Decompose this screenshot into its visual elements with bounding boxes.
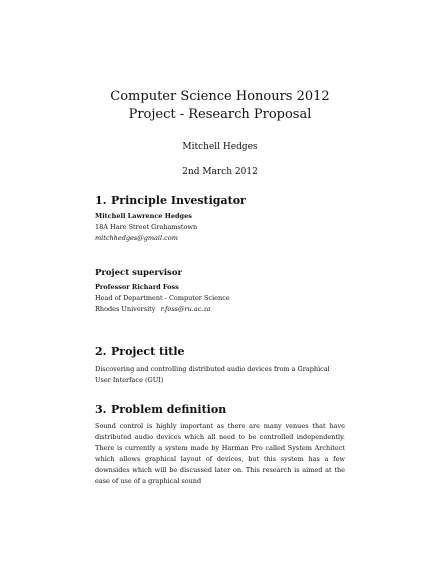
section-heading [95, 403, 345, 417]
supervisor-affiliation [95, 304, 355, 315]
supervisor-role: Head of Department - Computer Science [95, 294, 230, 302]
section-number: 3. [95, 403, 107, 416]
investigator-address: 18A Hare Street Grahamstown [95, 223, 198, 231]
author-name: Mitchell Hedges [182, 142, 258, 152]
section-title: Principle Investigator [111, 194, 246, 207]
problem-definition-text: Sound control is highly important as there are many venues that have distributed audio devices which all need to be controlled independently. There is currently a system made by Harman Pro called System Architect which allows graphical layout of devices, but this system has a few downsides which will be discussed later on. This research is aimed at the ease of use of a graphical sound [95, 422, 345, 485]
section-heading [95, 345, 355, 359]
document-title [0, 88, 440, 124]
section-supervisor [95, 268, 355, 315]
supervisor-university: Rhodes University [95, 305, 156, 313]
title-line-2: Project - Research Proposal [128, 107, 312, 122]
section-number: 2. [95, 345, 107, 358]
project-title-text: Discovering and controlling distributed audio devices from a Graphical User Interface (GUI) [95, 365, 330, 384]
document-date: 2nd March 2012 [182, 167, 258, 177]
investigator-name: Mitchell Lawrence Hedges [95, 212, 192, 220]
supervisor-email: r.foss@ru.ac.za [160, 305, 211, 313]
investigator-email: mitchhedges@gmail.com [95, 234, 178, 242]
section-principle-investigator [95, 194, 355, 244]
section-number: 1. [95, 194, 107, 207]
title-line-1: Computer Science Honours 2012 [110, 89, 330, 104]
supervisor-name: Professor Richard Foss [95, 283, 179, 291]
section-title: Project title [111, 345, 185, 358]
supervisor-heading: Project supervisor [95, 268, 182, 278]
section-title: Problem definition [111, 403, 227, 416]
section-project-title [95, 345, 355, 386]
section-heading [95, 194, 355, 208]
section-problem-definition [95, 403, 345, 487]
